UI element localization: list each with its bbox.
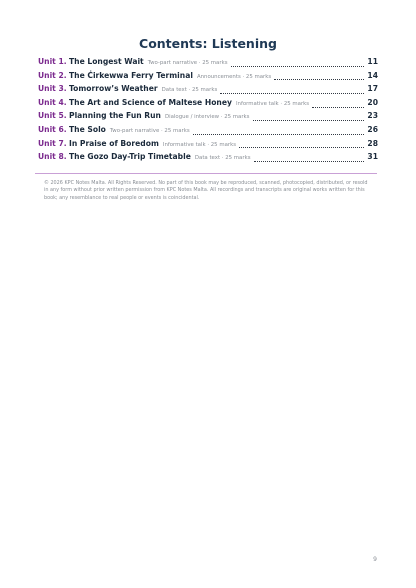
dot-leader (274, 79, 364, 80)
unit-title: Tomorrow’s Weather (69, 84, 158, 94)
unit-page-number: 26 (367, 124, 378, 134)
copyright-notice: © 2026 KPC Notes Malta. All Rights Reserved. No part of this book may be reproduced, scanned, photocopied, distributed, or resold in any form without prior written permission from KPC Notes Malta. All recordings and transcripts are original works written for this book; any resemblance to real people or events is coincidental. (44, 180, 368, 201)
unit-label: Unit 1. (38, 57, 67, 66)
page-title: Contents: Listening (139, 36, 277, 51)
unit-label: Unit 5. (38, 111, 67, 121)
unit-label: Unit 3. (38, 84, 67, 94)
unit-label: Unit 2. (38, 70, 67, 80)
unit-title: The Ċirkewwa Ferry Terminal (69, 70, 193, 80)
unit-label: Unit 6. (38, 124, 67, 134)
unit-meta: Informative talk · 25 marks (162, 141, 237, 148)
unit-page-number: 14 (367, 70, 378, 80)
unit-meta: Informative talk · 25 marks (235, 100, 310, 107)
section-divider (35, 173, 377, 174)
unit-title: The Gozo Day-Trip Timetable (69, 152, 191, 162)
toc-entry-unit-3 (38, 84, 378, 98)
unit-meta: Two-part narrative · 25 marks (109, 127, 190, 134)
table-of-contents (38, 57, 378, 166)
toc-entry-unit-5 (38, 111, 378, 125)
toc-entry-unit-2 (38, 71, 378, 85)
unit-meta: Announcements · 25 marks (196, 73, 272, 80)
dot-leader (239, 147, 364, 148)
unit-label: Unit 4. (38, 97, 67, 107)
unit-meta: Data text · 25 marks (161, 87, 218, 94)
unit-page-number: 31 (367, 152, 378, 162)
dot-leader (220, 93, 364, 94)
unit-title: In Praise of Boredom (69, 138, 159, 148)
unit-meta: Two-part narrative · 25 marks (147, 60, 228, 66)
unit-page-number: 11 (367, 57, 378, 66)
unit-title: Planning the Fun Run (69, 111, 161, 121)
unit-page-number: 23 (367, 111, 378, 121)
toc-entry-unit-4 (38, 98, 378, 112)
toc-entry-unit-1 (38, 57, 378, 71)
unit-label: Unit 7. (38, 138, 67, 148)
toc-entry-unit-8 (38, 152, 378, 166)
toc-entry-unit-7 (38, 139, 378, 153)
unit-page-number: 28 (367, 138, 378, 148)
dot-leader (254, 161, 365, 162)
dot-leader (193, 134, 365, 135)
unit-title: The Art and Science of Maltese Honey (69, 97, 232, 107)
toc-entry-unit-6 (38, 125, 378, 139)
unit-title: The Longest Wait (69, 57, 144, 66)
unit-page-number: 20 (367, 97, 378, 107)
unit-meta: Dialogue / interview · 25 marks (164, 114, 250, 121)
unit-title: The Solo (69, 124, 106, 134)
dot-leader (312, 107, 364, 108)
page-number: 9 (373, 556, 377, 563)
unit-page-number: 17 (367, 84, 378, 94)
unit-label: Unit 8. (38, 152, 67, 162)
dot-leader (253, 120, 365, 121)
unit-meta: Data text · 25 marks (194, 155, 251, 162)
dot-leader (231, 66, 365, 67)
